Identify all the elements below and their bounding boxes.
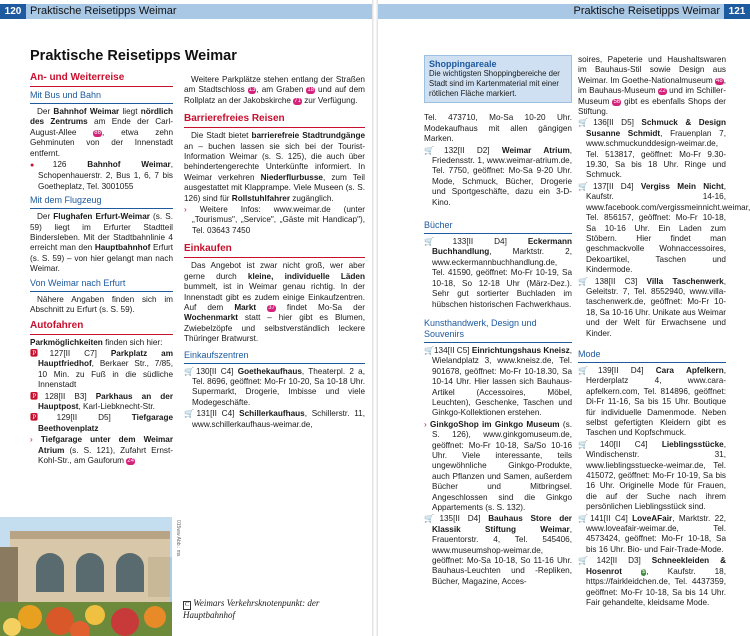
- entry-127: 🅿127[II C7] Parkplatz am Hauptfriedhof, Berkaer Str., 7/85, 10 Min. zu Fuß in die südliche Innenstadt: [30, 348, 173, 390]
- entry-139: 🛒139[II D4] Cara Apfelkern, Herderplatz 4, www.cara-apfelkern.com, Tel. 814896, geöffnet: Di-Fr 11-16, Sa bis 15 Uhr. Boutique für individuelle Damenmode. Neben selbst gefertigten Kleidern gibt es Taschen und Kopfschmuck.: [578, 365, 726, 438]
- entry-131: 🛒131[II C4] Schillerkaufhaus, Schillerstr. 11, www.schillerkaufhaus-weimar.de,: [184, 409, 365, 429]
- right-column-2: [578, 55, 750, 609]
- heading-anreise: An- und Weiterreise: [30, 72, 125, 83]
- entry-141: 🛒141[II C4] LoveAFair, Marktstr. 22, www.loveafair-weimar.de, Tel. 4573424, geöffnet: Mo-Fr 10-18, Sa bis 16 Uhr. Bio- und Fair-Trade-Mode.: [578, 513, 727, 554]
- heading-einkaufszentren: Einkaufszentren: [184, 349, 249, 360]
- arrow-icon: ›: [424, 419, 427, 429]
- photo-caption: C Weimars Verkehrsknotenpunkt: der Hauptbahnhof: [183, 598, 320, 620]
- photo-credit: 015ww Abb.: ms: [175, 520, 181, 557]
- entry-128: 🅿128[II B3] Parkhaus an der Hauptpost, Karl-Liebknecht-Str.: [30, 391, 174, 411]
- running-title-right: Praktische Reisetipps Weimar: [573, 5, 720, 17]
- heading-bus-bahn: Mit Bus und Bahn: [30, 90, 102, 100]
- entry-133: 🛒133[II D4] Eckermann Buchhandlung, Marktstr. 2, www.eckermannbuchhandlung.de, Tel. 41590, geöffnet: Mo-Fr 10-19, Sa 10-18, So 12-18 Uhr (März-Dez.). Sehr gut sortierter Buchladen im hübschen historischen Fachwerkhaus.: [424, 237, 572, 309]
- paragraph-weitere-infos: › Weitere Infos: www.weimar.de (unter „Tourismus", „Service", „Gäste mit Handicap"), Tel. 03643 7450: [184, 205, 365, 235]
- heading-autofahren: Autofahren: [30, 319, 84, 331]
- photo-hauptbahnhof: [0, 517, 172, 636]
- entry-130: 🛒130[II C4] Goethekaufhaus, Theaterpl. 2 a, Tel. 8696, geöffnet: Mo-Fr 10-20, Sa 10-18 Uhr. Supermarkt, Drogerie, Imbisse und viele Modegeschäfte.: [184, 366, 366, 407]
- box-text: Die wichtigsten Shoppingbereiche der Stadt sind im Kartenmaterial mit einer rötlichen Fläche markiert.: [429, 69, 560, 99]
- paragraph-barrierefrei: Die Stadt bietet barrierefreie Stadtrundgänge an – buchen lassen sie sich bei der Tourist-Information Weimar (s. S. 125), die auch über behindertengerechte Unterkünfte informiert. In Weimar verkehren Niederflurbusse, zum Teil ausgestattet mit Klapprampe. Viele Museen (s. S. 126) sind für Rollstuhlfahrer zugänglich.: [184, 131, 365, 203]
- heading-mode: Mode: [578, 348, 601, 359]
- box-heading: Shoppingareale: [429, 59, 497, 69]
- heading-kunsthandwerk: Kunsthandwerk, Design und Souvenirs: [424, 317, 537, 339]
- paragraph-bus-bahn: Der Bahnhof Weimar liegt nördlich des Zentrums am Ende der Carl-August-Allee 86, etwa zehn Gehminuten von der Innenstadt entfernt.: [30, 107, 173, 158]
- right-page: [378, 0, 750, 636]
- paragraph-einkaufen: Das Angebot ist zwar nicht groß, wer aber gerne durch kleine, individuelle Läden bummelt, ist in Weimar genau richtig. In der Innenstadt gibt es zudem einige Einkaufzentren. Auf dem Markt 37 findet Mo-Sa der Wochenmarkt statt – hier gibt es Blumen, Zwiebelzöpfe und selbstverständlich leckere Thüringer Bratwurst.: [184, 261, 365, 344]
- entry-129: 🅿129[II D5] Tiefgarage Beethovenplatz: [30, 413, 174, 433]
- paragraph-flugzeug: Der Flughafen Erfurt-Weimar (s. S. 59) liegt im Erfurter Stadtteil Bindersleben. Mit der Stadtbahnlinie 4 erreicht man den Hauptbahnhof Erfurt (s. S. 59) – von hier gelangt man nach Weimar.: [30, 212, 173, 274]
- heading-flugzeug: Mit dem Flugzeug: [30, 195, 102, 206]
- info-box-shoppingareale: [424, 55, 572, 103]
- heading-buecher: Bücher: [424, 220, 453, 231]
- caption-icon: C: [184, 602, 189, 608]
- left-page: [0, 0, 372, 636]
- page-number-right: 121: [724, 4, 750, 19]
- entry-142: 🛒142[II D3] Schneekleiden & Hosenrot $, Kaufstr. 18, https://fairkleidchen.de, Tel. 4437359, geöffnet: Mo-Fr 10-18, Sa bis 14 Uhr. Fair gehandelte, kleidsame Mode.: [578, 556, 727, 607]
- arrow-icon: ›: [30, 435, 33, 445]
- entry-138: 🛒138[II C3] Villa Taschenwerk, Geleitstr. 7, Tel. 8552940, www.villa-taschenwerk.de, geöffnet: Mo-Fr 10-18, Sa 10-16 Uhr. Unikate aus Weimar und der Welt für Erwachsene und Kinder.: [578, 276, 727, 338]
- right-column-1: [424, 55, 572, 588]
- entry-136: 🛒136[II D5] Schmuck & Design Susanne Schmidt, Frauenplan 7, www.schmuckunddesign-weimar.de, Tel. 513817, geöffnet: Mo-Fr 9.30-19.30, Sa bis 18 Uhr. Ringe und Schmuck.: [578, 118, 727, 180]
- arrow-icon: ›: [184, 205, 187, 215]
- heading-von-weimar: Von Weimar nach Erfurt: [30, 277, 126, 288]
- paragraph-cont2: soires, Papeterie und Haushaltswaren im Bauhaus-Stil sowie Design aus Weimar. Im Goethe-Nationalmuseum 48, im Bauhaus-Museum 22 und im Schiller-Museum 56 gibt es ebenfalls Shops der Stiftung.: [578, 55, 726, 117]
- entry-126: ●126 Bahnhof Weimar, Schopenhauerstr. 2, Bus 1, 6, 7 bis Goetheplatz, Tel. 3001055: [30, 160, 174, 191]
- left-column-2: [184, 75, 365, 431]
- entry-ginkgoshop: › GinkgoShop im Ginkgo Museum (s. S. 126), www.ginkgomuseum.de, geöffnet: Mo-Fr 10-18, Sa/So 10-16 Uhr. Viele interessante, teils ungewöhnliche Ginkgo-Produkte, auch Pflanzen und Samen, außerdem Bücher und Mitbringsel. Angeschlossen sind die Ginkgo Appartements (s. S. 132).: [424, 419, 572, 512]
- entry-135: 🛒135[II D4] Bauhaus Store der Klassik Stiftung Weimar, Frauentorstr. 4, Tel. 545406, www.museumshop-weimar.de, geöffnet: Mo-Sa 10-18, So 11-16 Uhr. Bauhaus-Leuchten und -Repliken, Bücher, Magazine, Acces-: [424, 514, 572, 586]
- entry-137: 🛒137[II D4] Vergiss Mein Nicht, Kaufstr. 14-16, www.facebook.com/vergissmeinnicht.weimar, Tel. 856157, geöffnet: Mo-Fr 10-18, Sa 10-16 Uhr. Ein Laden zum Stöbern. Hier findet man geschmackvolle Wohnaccessoires, Dekoartikel, Taschen und Kindermode.: [578, 181, 750, 275]
- page-number-left: 120: [0, 4, 26, 19]
- heading-einkaufen: Einkaufen: [184, 243, 232, 255]
- entry-134: 🛒134[II C5] Einrichtungshaus Kneisz, Wielandplatz 3, www.kneisz.de, Tel. 901678, geöffnet: Mo-Fr 10-18.30, Sa 10-14 Uhr. Hier lassen sich Bauhaus-Artikel (Accessoires, Möbel, Leuchten), Geschenke, Taschen und Ginkgo-Kollektionen erstehen.: [424, 345, 573, 418]
- heading-barrierefrei: Barrierefreies Reisen: [184, 113, 285, 125]
- paragraph-von-weimar: Nähere Angaben finden sich im Abschnitt zu Erfurt (s. S. 59).: [30, 294, 173, 315]
- paragraph-parkplaetze: Weitere Parkplätze stehen entlang der Straßen am Stadtschloss 13, am Graben 18 und auf dem Rollplatz an der Jakobskirche 71 zur Verfügung.: [184, 75, 365, 105]
- map-badge: 86: [94, 129, 101, 136]
- running-title-left: Praktische Reisetipps Weimar: [30, 5, 177, 17]
- entry-140: 🛒140[II C4] Lieblingsstücke, Windischenstr. 31, www.lieblingsstuecke-weimar.de, Tel. 415072, geöffnet: Mo-Fr 10-19, Sa bis 16 Uhr. Originelle Mode für Frauen, die auf der Suche nach ihrem persönlichen Lieblingsstück sind.: [578, 439, 726, 512]
- entry-132: 🛒132[II D2] Weimar Atrium, Friedensstr. 1, www.weimar-atrium.de, Tel. 7750, geöffnet: Mo-Sa 9-20 Uhr. Mode, Schmuck, Bücher, Drogerie und Sportgeschäfte, dazu ein 3-D-Kino.: [424, 145, 573, 207]
- entry-tiefgarage-atrium: › Tiefgarage unter dem Weimar Atrium (s. S. 121), Zufahrt Ernst-Kohl-Str., am Gauforum 24: [30, 435, 174, 465]
- paragraph-parken: Parkmöglichkeiten finden sich hier:: [30, 337, 163, 347]
- main-title: Praktische Reisetipps Weimar: [30, 48, 237, 64]
- paragraph-cont: Tel. 473710, Mo-Sa 10-20 Uhr. Modekaufhaus mit allen gängigen Marken.: [424, 113, 572, 144]
